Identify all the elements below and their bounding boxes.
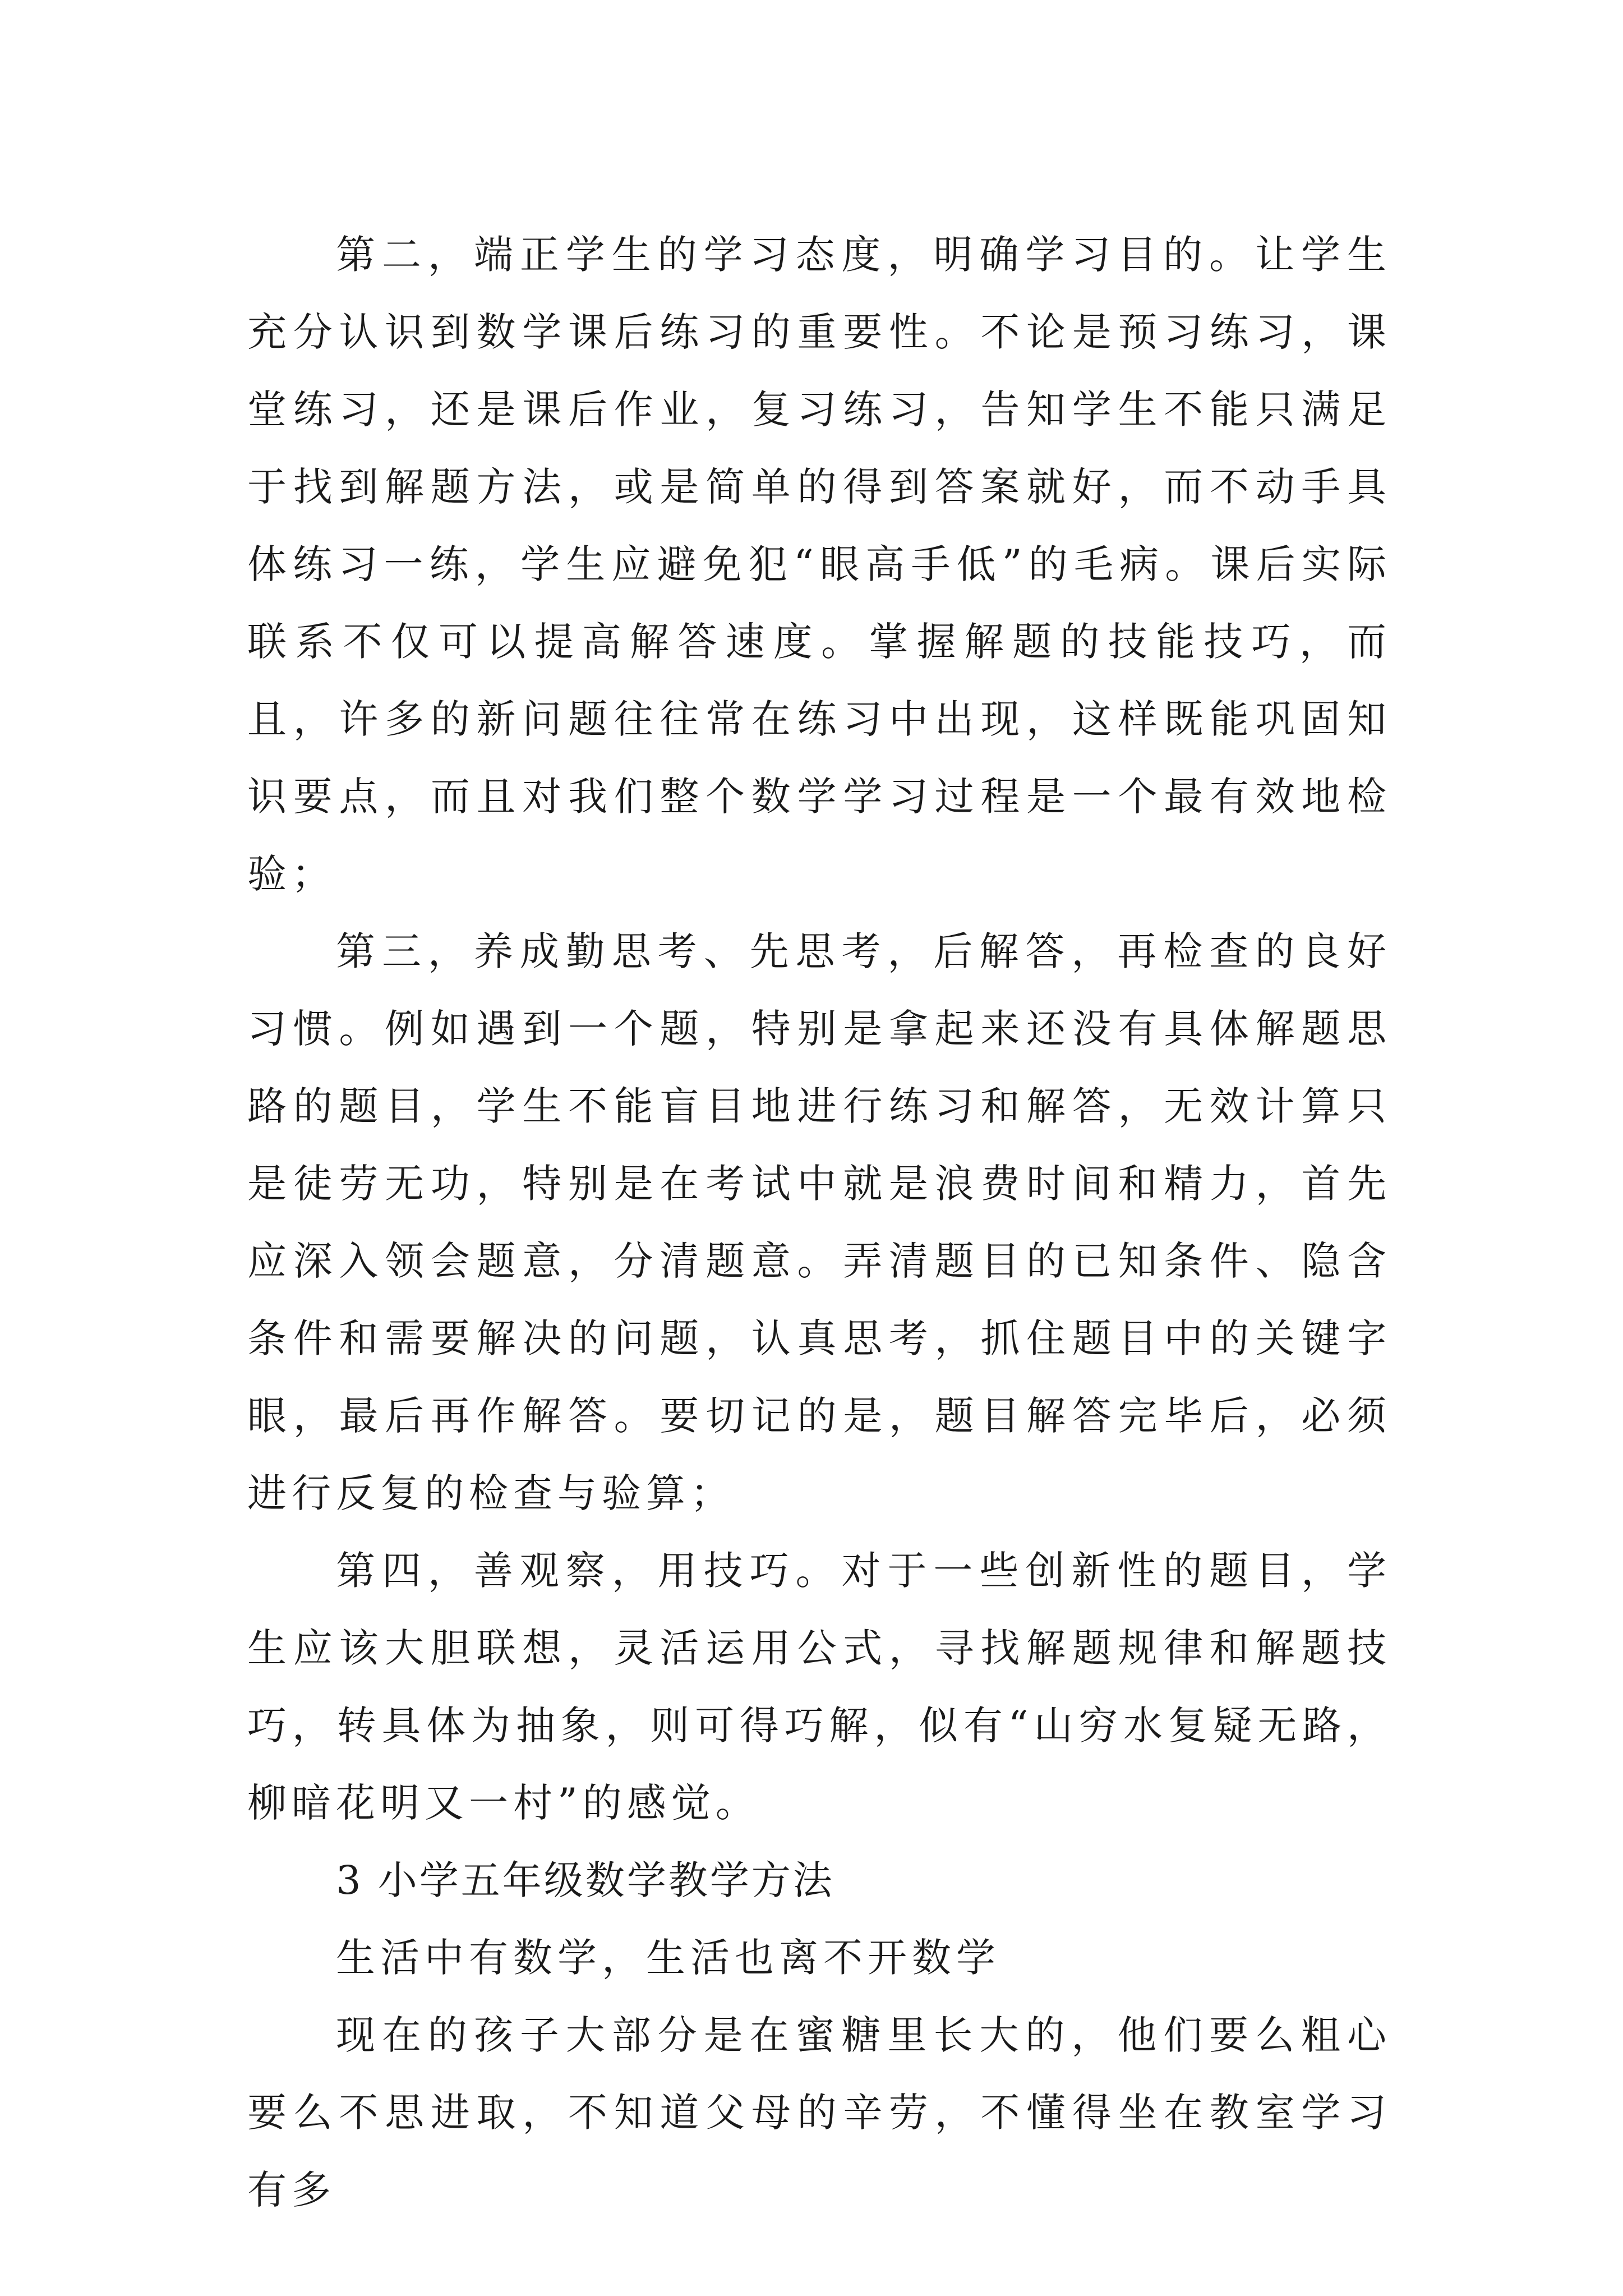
subheading: 生活中有数学，生活也离不开数学 (336, 1935, 1000, 1981)
section-heading: 3 小学五年级数学教学方法 (336, 1857, 834, 1903)
paragraph-closing: 现在的孩子大部分是在蜜糖里长大的，他们要么粗心要么不思进取，不知道父母的辛劳，不懂得坐在教室学习有多 (247, 2012, 1391, 2213)
paragraph-third-point: 第三，养成勤思考、先思考，后解答，再检查的良好习惯。例如遇到一个题，特别是拿起来还没有具体解题思路的题目，学生不能盲目地进行练习和解答，无效计算只是徒劳无功，特别是在考试中就是浪费时间和精力，首先应深入领会题意，分清题意。弄清题目的已知条件、隐含条件和需要解决的问题，认真思考，抓住题目中的关键字眼，最后再作解答。要切记的是，题目解答完毕后，必须进行反复的检查与验算； (247, 928, 1391, 1516)
body-text (247, 216, 1391, 2229)
paragraph-second-point: 第二，端正学生的学习态度，明确学习目的。让学生充分认识到数学课后练习的重要性。不论是预习练习，课堂练习，还是课后作业，复习练习，告知学生不能只满足于找到解题方法，或是简单的得到答案就好，而不动手具体练习一练，学生应避免犯“眼高手低”的毛病。课后实际联系不仅可以提高解答速度。掌握解题的技能技巧，而且，许多的新问题往往常在练习中出现，这样既能巩固知识要点，而且对我们整个数学学习过程是一个最有效地检验； (247, 232, 1391, 897)
paragraph-fourth-point: 第四，善观察，用技巧。对于一些创新性的题目，学生应该大胆联想，灵活运用公式，寻找解题规律和解题技巧，转具体为抽象，则可得巧解，似有“山穷水复疑无路，柳暗花明又一村”的感觉。 (247, 1548, 1391, 1826)
